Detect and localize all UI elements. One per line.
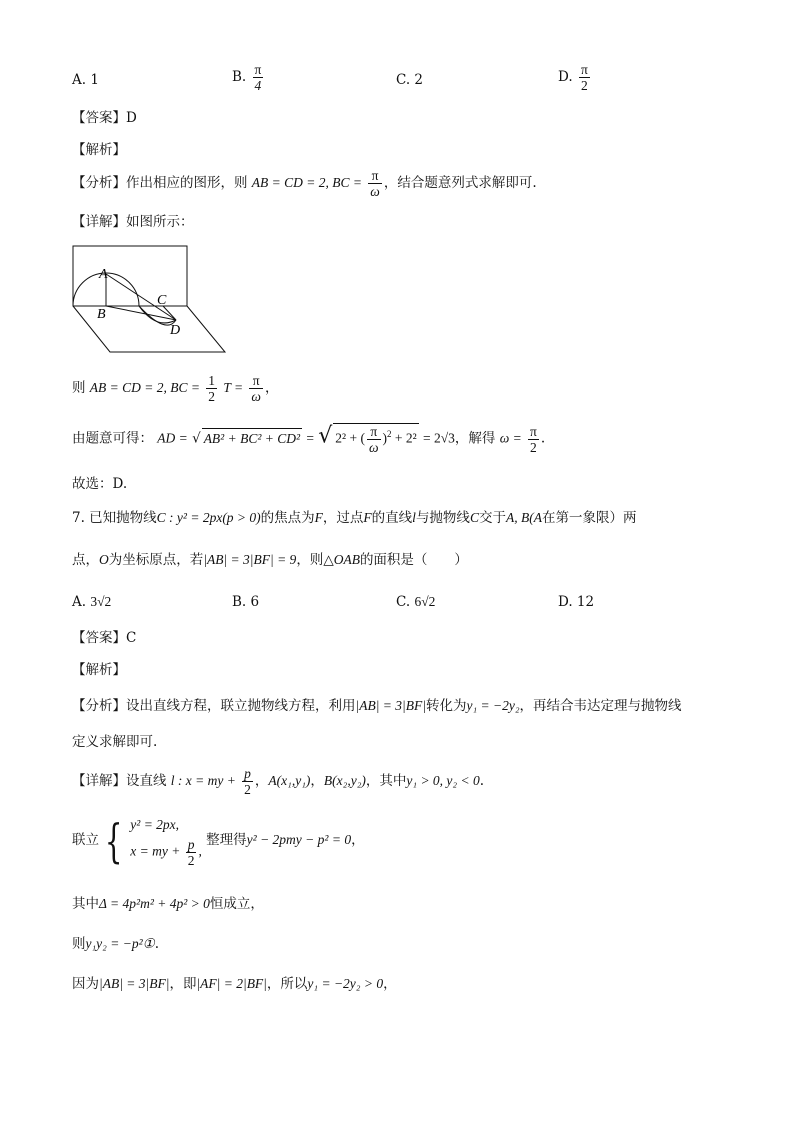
q7-stem-line1: 7. 已知抛物线C : y² = 2px(p > 0)的焦点为F，过点F的直线l与抛物线C交于A, B(A在第一象限）两: [72, 510, 637, 526]
q7-detail-line: 【详解】设直线 l : x = my + $\frac{p}{2}$ ，A(x₁,y₁)，B(x₂,y₂)，其中y₁ > 0, y₂ < 0.: [72, 766, 485, 797]
q7-option-d: D. 12: [558, 594, 595, 610]
q7-stem-line2: 点，O为坐标原点，若|AB| = 3|BF| = 9，则△OAB的面积是（ ）: [72, 552, 468, 568]
q6-option-c: C. 2: [396, 72, 424, 88]
q7-option-a: A. 3√2: [72, 594, 112, 610]
q6-detail-line: 【详解】如图所示：: [72, 214, 194, 230]
q6-analysis-line: 【分析】作出相应的图形，则 AB = CD = 2, BC = $\frac{\pi}{\omega}$ ，结合题意列式求解即可.: [72, 168, 537, 199]
q7-because-line: 因为|AB| = 3|BF|，即|AF| = 2|BF|，所以y₁ = −2y₂ > 0，: [72, 976, 397, 992]
q6-answer: 【答案】D: [72, 110, 137, 126]
q7-analysis-line2: 定义求解即可.: [72, 734, 158, 750]
q6-choose: 故选：D.: [72, 476, 128, 492]
q7-option-c: C. 6√2: [396, 594, 436, 610]
q7-option-b: B. 6: [232, 594, 260, 610]
figure-label-d: D: [170, 323, 181, 338]
q6-option-b: B. $\frac{\pi}{4}$: [232, 62, 262, 93]
q6-option-d: D. $\frac{\pi}{2}$: [558, 62, 588, 93]
q6-from-line: 由题意可得： AD = √ AB² + BC² + CD² = √ 2² + ( $\frac{\pi}{\omega}$ )$^2$ + 2² = 2√3，解得 ω = $\frac{\pi}{2}$ .: [72, 423, 546, 455]
q7-analysis-line1: 【分析】设出直线方程，联立抛物线方程，利用|AB| = 3|BF|转化为y₁ = −2y₂，再结合韦达定理与抛物线: [72, 698, 682, 714]
q7-delta-line: 其中Δ = 4p²m² + 4p² > 0恒成立，: [72, 896, 264, 912]
q7-analysis-heading: 【解析】: [72, 662, 126, 678]
figure-label-a: A: [99, 267, 108, 282]
geometry-figure: [66, 240, 236, 360]
q7-answer: 【答案】C: [72, 630, 137, 646]
q6-then-line: 则 AB = CD = 2, BC = $\frac{1}{2}$ T = $\frac{\pi}{\omega}$ ，: [72, 373, 279, 404]
q6-option-a: A. 1: [72, 72, 99, 88]
figure-label-b: B: [97, 307, 106, 322]
q6-analysis-heading: 【解析】: [72, 142, 126, 158]
q7-product-line: 则y₁y₂ = −p²①.: [72, 936, 160, 952]
figure-label-c: C: [157, 293, 167, 308]
q7-system-line: 联立 { y² = 2px, x = my + $\frac{p}{2}$ , 整理得y² − 2pmy − p² = 0，: [72, 813, 365, 868]
